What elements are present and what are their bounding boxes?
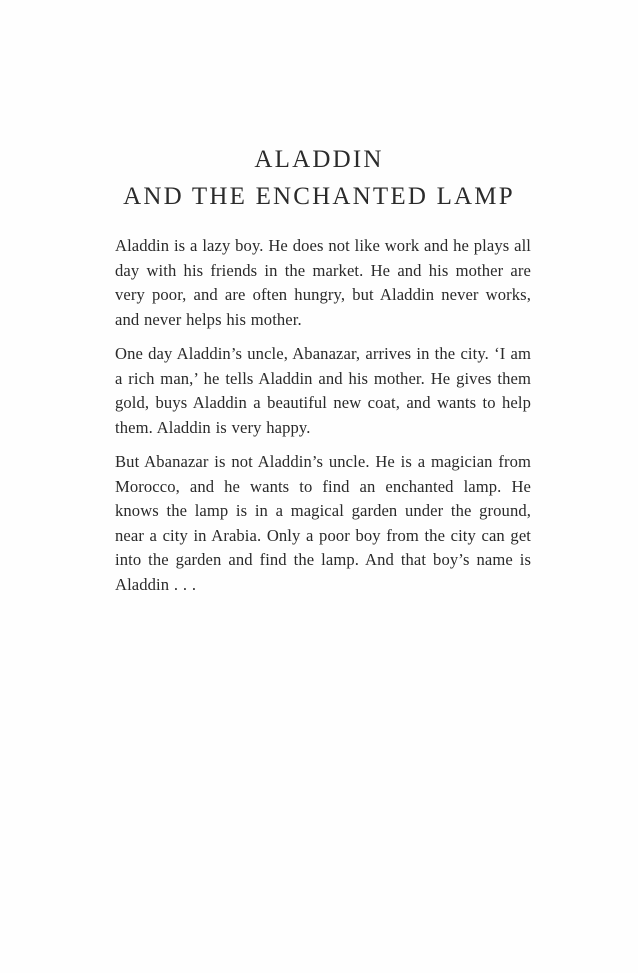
chapter-body (115, 234, 531, 607)
chapter-title-line-2: AND THE ENCHANTED LAMP (123, 183, 515, 210)
paragraph-1: Aladdin is a lazy boy. He does not like work and he plays all day with his friends in the market. He and his mother are very poor, and are often hungry, but Aladdin never works, and never helps his mother. (115, 236, 531, 329)
chapter-title-line-1: ALADDIN (254, 146, 384, 173)
chapter-title (0, 141, 638, 215)
paragraph-2: One day Aladdin’s uncle, Abanazar, arrives in the city. ‘I am a rich man,’ he tells Aladdin and his mother. He gives them gold, buys Aladdin a beautiful new coat, and wants to help them. Aladdin is very happy. (115, 344, 531, 437)
paragraph-3: But Abanazar is not Aladdin’s uncle. He is a magician from Morocco, and he wants to find an enchanted lamp. He knows the lamp is in a magical garden under the ground, near a city in Arabia. Only a poor boy from the city can get into the garden and find the lamp. And that boy’s name is Aladdin . . . (115, 452, 531, 594)
